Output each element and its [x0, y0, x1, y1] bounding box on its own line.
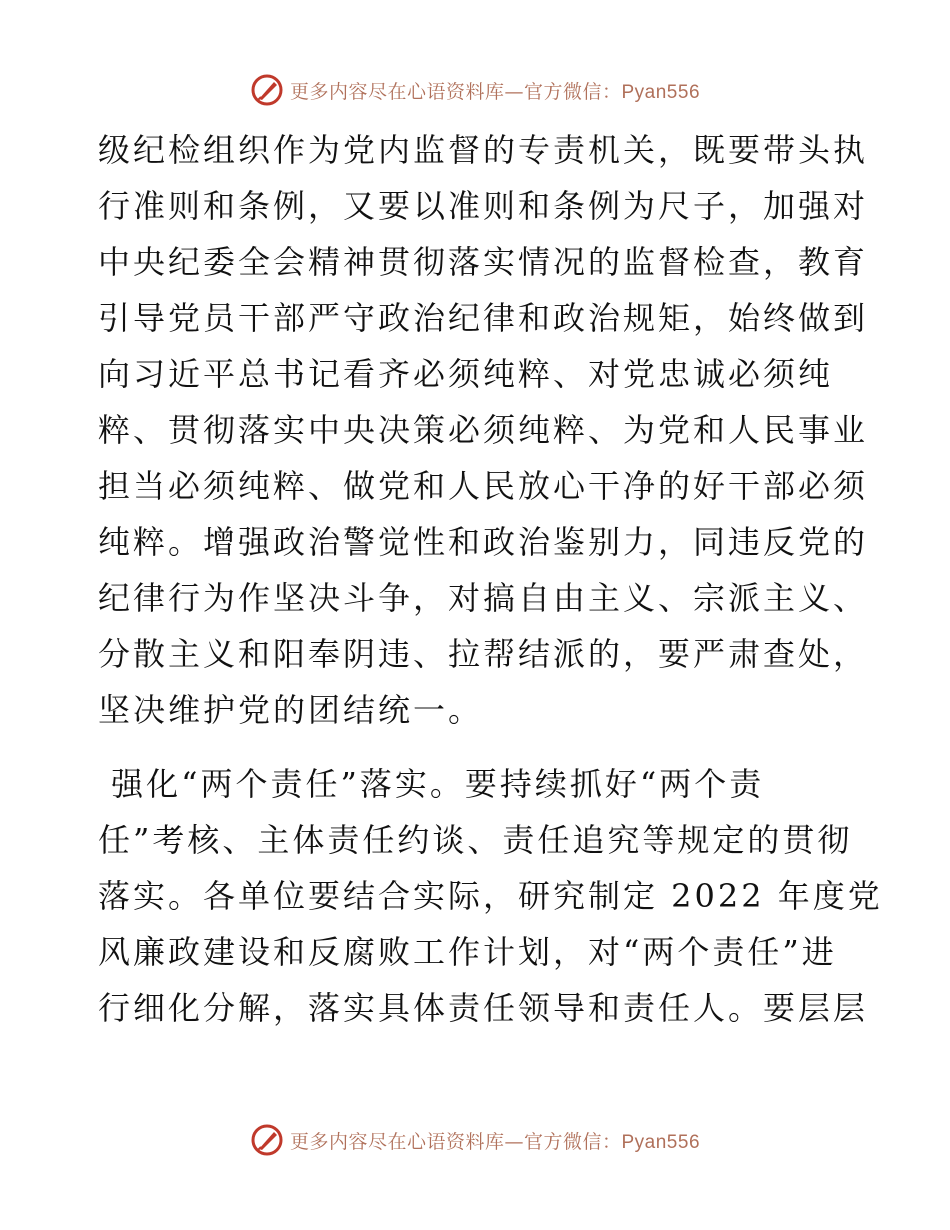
paragraph-1: [98, 122, 869, 738]
document-body: [98, 122, 883, 1036]
text-line: 中央纪委全会精神贯彻落实情况的监督检查，教育: [98, 243, 869, 281]
text-line: 级纪检组织作为党内监督的专责机关，既要带头执: [98, 131, 869, 169]
text-line: 坚决维护党的团结统一。: [98, 691, 484, 729]
text-line: 任”考核、主体责任约谈、责任追究等规定的贯彻: [98, 821, 853, 859]
paragraph-spacer: [98, 738, 858, 756]
text-line: 风廉政建设和反腐败工作计划，对“两个责任”进: [98, 933, 837, 971]
text-line: 担当必须纯粹、做党和人民放心干净的好干部必须: [98, 467, 869, 505]
watermark-wechat-id: Pyan556: [621, 81, 701, 103]
text-line: 引导党员干部严守政治纪律和政治规矩，始终做到: [98, 299, 869, 337]
text-line: 强化“两个责任”落实。要持续抓好“两个责: [98, 765, 765, 803]
text-line: 落实。各单位要结合实际，研究制定 2022 年度党: [98, 877, 883, 915]
watermark-text: 更多内容尽在心语资料库—官方微信：: [289, 80, 622, 103]
text-line: 粹、贯彻落实中央决策必须纯粹、为党和人民事业: [98, 411, 869, 449]
text-line: 纯粹。增强政治警觉性和政治鉴别力，同违反党的: [98, 523, 869, 561]
feather-pen-circle-icon: [250, 73, 284, 107]
feather-pen-circle-icon: [250, 1123, 284, 1157]
paragraph-2: [98, 756, 883, 1036]
text-line: 分散主义和阳奉阴违、拉帮结派的，要严肃查处，: [98, 635, 869, 673]
watermark-banner-bottom: [0, 1120, 950, 1160]
watermark-text: 更多内容尽在心语资料库—官方微信：: [289, 1130, 622, 1153]
text-line: 纪律行为作坚决斗争，对搞自由主义、宗派主义、: [98, 579, 869, 617]
text-line: 向习近平总书记看齐必须纯粹、对党忠诚必须纯: [98, 355, 834, 393]
text-line: 行准则和条例，又要以准则和条例为尺子，加强对: [98, 187, 869, 225]
watermark-banner-top: [0, 70, 950, 110]
watermark-wechat-id: Pyan556: [621, 1131, 701, 1153]
text-line: 行细化分解，落实具体责任领导和责任人。要层层: [98, 989, 869, 1027]
